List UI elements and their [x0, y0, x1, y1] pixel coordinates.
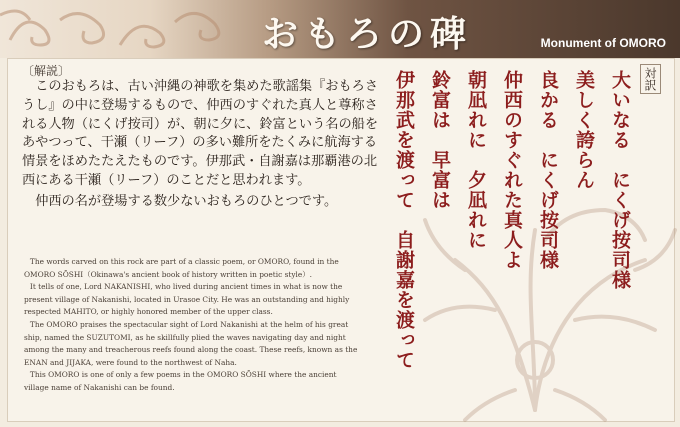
poem-line: 朝凪れに 夕凪れに	[465, 70, 487, 250]
commentary-paragraph: 仲西の名が登場する数少ないおもろのひとつです。	[35, 193, 338, 209]
cloud-swirl-decoration	[0, 0, 300, 58]
poem-line: 良かる にくげ按司様	[537, 70, 559, 270]
english-paragraph: It tells of one, Lord NAKANISHI, who lived during ancient times in what is now the present village of Nakanishi, located in Urasoe City. He was an outstanding and highly respected MAHITO, or highly honored member of the upper class.	[24, 282, 350, 317]
poem-line: 伊那武を渡って 自謝嘉を渡って	[393, 70, 415, 370]
poem-line: 大いなる にくげ按司様	[609, 70, 631, 290]
page-title: おもろの碑	[262, 13, 473, 55]
page-subtitle: Monument of OMORO	[540, 36, 666, 50]
english-paragraph: The words carved on this rock are part of a classic poem, or OMORO, found in the OMORO SŌSHI（Okinawa's ancient book of history written in poetic style）.	[24, 257, 339, 279]
poem-line: 鈴富は 早富は	[429, 70, 451, 210]
translation-label: 対訳	[640, 64, 661, 94]
poem-line: 仲西のすぐれた真人よ	[501, 70, 523, 270]
english-paragraph: The OMORO praises the spectacular sight of Lord Nakanishi at the helm of his great ship, named the SUZUTOMI, as he skillfully plied the waves navigating day and night among the many and treacherous reefs found along the coast. These reefs, known as the ENAN and JIJAKA, were found to the northwest of Naha.	[24, 319, 358, 367]
header-banner	[0, 0, 680, 58]
omoro-poem	[392, 70, 632, 410]
english-paragraph: This OMORO is one of only a few poems in the OMORO SŌSHI where the ancient village name of Nakanishi can be found.	[24, 370, 337, 392]
english-description	[24, 256, 362, 395]
poem-line: 美しく誇らん	[573, 70, 595, 190]
commentary-label: 〔解説〕	[22, 64, 71, 78]
commentary-paragraph: このおもろは、古い沖縄の神歌を集めた歌謡集『おもろさうし』の中に登場するもので、仲西のすぐれた真人と尊称される人物（にくげ按司）が、朝に夕に、鈴富という名の船をあやつって、干瀬（リーフ）の多い難所をたくみに航海する情景をほめたたえたものです。伊那武・自謝嘉は那覇港の北西にある干瀬（リーフ）のことだと思われます。	[22, 79, 379, 188]
commentary-text	[22, 78, 382, 212]
